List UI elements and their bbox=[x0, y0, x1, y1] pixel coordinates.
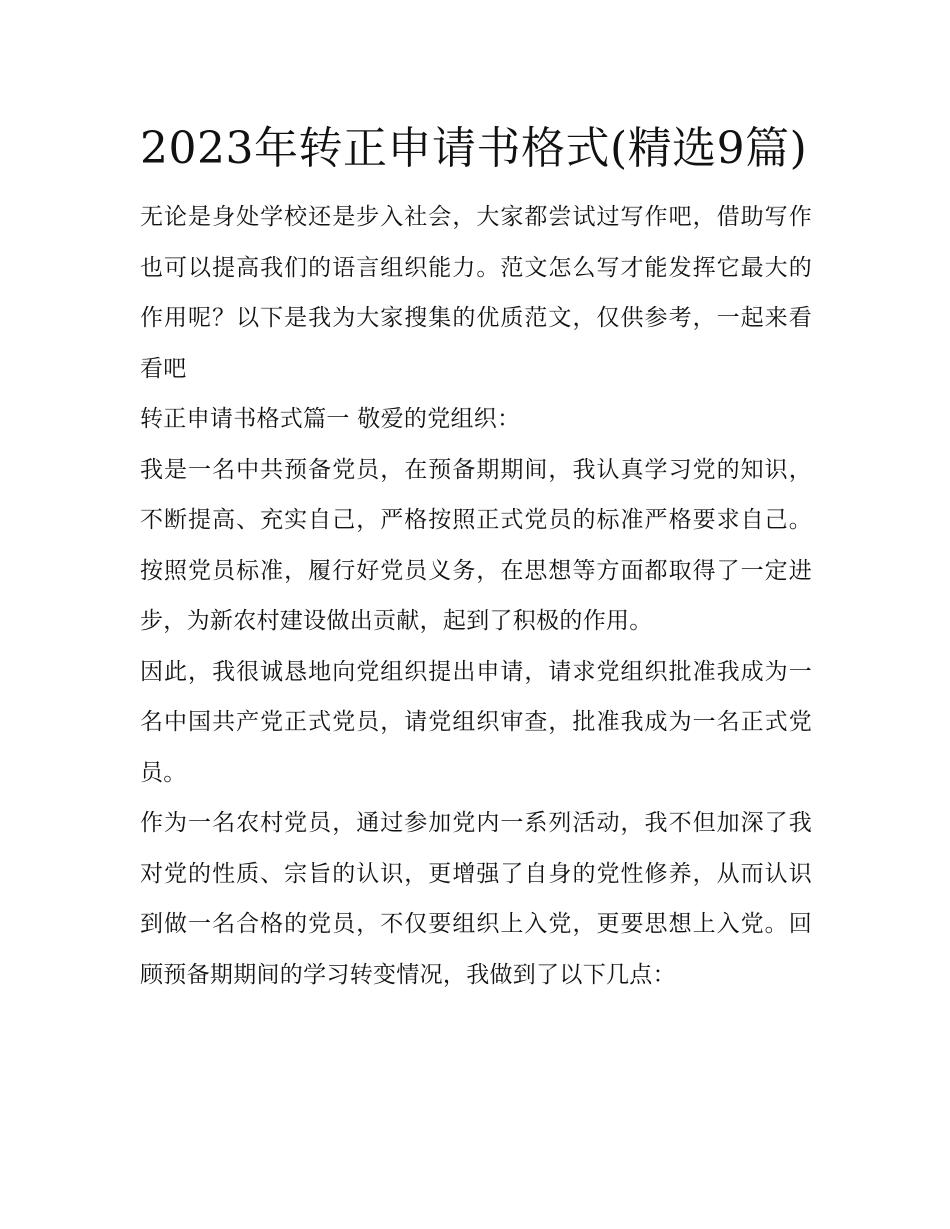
paragraph-4: 作为一名农村党员，通过参加党内一系列活动，我不但加深了我对党的性质、宗旨的认识，更增强了自身的党性修养，从而认识到做一名合格的党员，不仅要组织上入党，更要思想上入党。回顾预备期期间的学习转变情况，我做到了以下几点： bbox=[140, 810, 812, 988]
paragraph-intro: 无论是身处学校还是步入社会，大家都尝试过写作吧，借助写作也可以提高我们的语言组织能力。范文怎么写才能发挥它最大的作用呢？以下是我为大家搜集的优质范文，仅供参考，一起来看看吧 bbox=[140, 204, 812, 382]
paragraph-3: 因此，我很诚恳地向党组织提出申请，请求党组织批准我成为一名中国共产党正式党员，请党组织审查，批准我成为一名正式党员。 bbox=[140, 658, 812, 786]
document-body bbox=[140, 192, 812, 1000]
document-title: 2023年转正申请书格式(精选9篇) bbox=[140, 123, 808, 174]
paragraph-2: 我是一名中共预备党员，在预备期期间，我认真学习党的知识，不断提高、充实自己，严格按照正式党员的标准严格要求自己。按照党员标准，履行好党员义务，在思想等方面都取得了一定进步，为新农村建设做出贡献，起到了积极的作用。 bbox=[140, 456, 812, 634]
paragraph-heading-1: 转正申请书格式篇一 敬爱的党组织： bbox=[140, 406, 521, 432]
document-page bbox=[140, 118, 812, 1000]
